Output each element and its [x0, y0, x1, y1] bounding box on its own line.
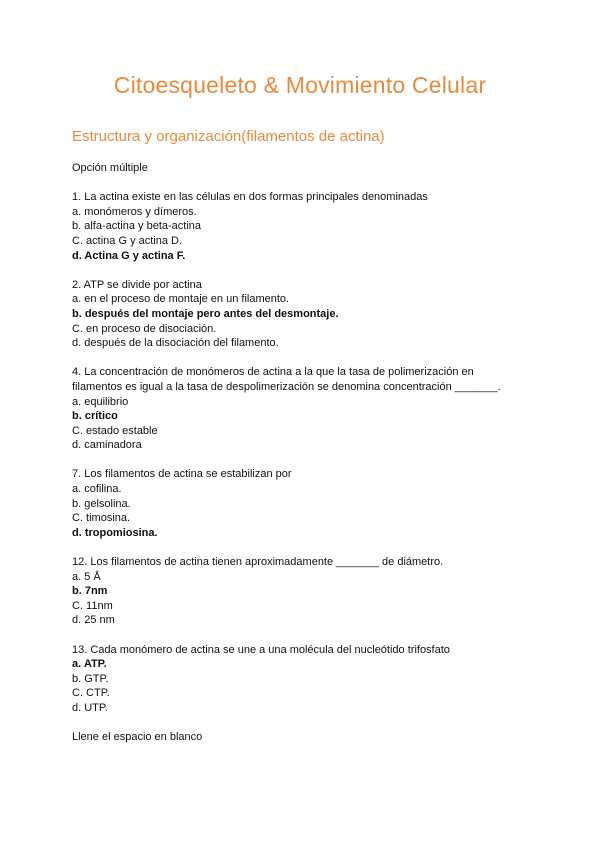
answer-option: a. en el proceso de montaje en un filamento. [72, 293, 290, 306]
answer-option: C. 11nm [72, 599, 113, 612]
answer-option: a. cofilina. [72, 483, 122, 496]
answer-option: b. GTP. [72, 672, 109, 685]
question-stem: 1. La actina existe en las células en dos formas principales denominadas [72, 191, 428, 204]
answer-option: a. monómeros y dímeros. [72, 205, 197, 218]
question-block [72, 467, 532, 555]
answer-option-correct: a. ATP. [72, 658, 107, 671]
answer-option: C. timosina. [72, 512, 131, 525]
question-stem: 4. La concentración de monómeros de actina a la que la tasa de polimerización en [72, 366, 474, 379]
answer-option: C. estado estable [72, 424, 158, 437]
question-block [72, 643, 532, 731]
document-title: Citoesqueleto & Movimiento Celular [113, 72, 487, 98]
answer-option: d. caminadora [72, 439, 142, 452]
question-stem: 2. ATP se divide por actina [72, 278, 202, 291]
answer-option-correct: b. 7nm [72, 585, 108, 598]
question-list [72, 190, 532, 730]
answer-option: a. 5 Å [72, 570, 101, 583]
answer-option: C. actina G y actina D. [72, 234, 183, 247]
answer-option-correct: d. tropomiosina. [72, 526, 158, 539]
question-stem: filamentos es igual a la tasa de despolimerización se denomina concentración _______. [72, 380, 501, 393]
answer-option: a. equilibrio [72, 395, 129, 408]
section-title: Estructura y organización(filamentos de actina) [72, 128, 385, 145]
answer-option-correct: b. crítico [72, 410, 118, 423]
question-block [72, 278, 532, 366]
answer-option-correct: b. después del montaje pero antes del desmontaje. [72, 307, 339, 320]
answer-option: b. alfa-actina y beta-actina [72, 220, 202, 233]
answer-option: d. después de la disociación del filamento. [72, 337, 279, 350]
question-block [72, 190, 532, 278]
answer-option: b. gelsolina. [72, 497, 131, 510]
answer-option: d. UTP. [72, 701, 108, 714]
document-content [72, 161, 532, 745]
question-stem: 7. Los filamentos de actina se estabilizan por [72, 468, 292, 481]
question-stem: 13. Cada monómero de actina se une a una molécula del nucleótido trifosfato [72, 643, 450, 656]
answer-option-correct: d. Actina G y actina F. [72, 249, 186, 262]
question-block [72, 365, 532, 467]
question-block [72, 555, 532, 643]
multiple-choice-heading: Opción múltiple [72, 162, 148, 174]
question-stem: 12. Los filamentos de actina tienen aproximadamente _______ de diámetro. [72, 556, 444, 569]
answer-option: d. 25 nm [72, 614, 115, 627]
answer-option: C. en proceso de disociación. [72, 322, 217, 335]
answer-option: C. CTP. [72, 687, 110, 700]
fill-in-blank-heading: Llene el espacio en blanco [72, 731, 203, 744]
